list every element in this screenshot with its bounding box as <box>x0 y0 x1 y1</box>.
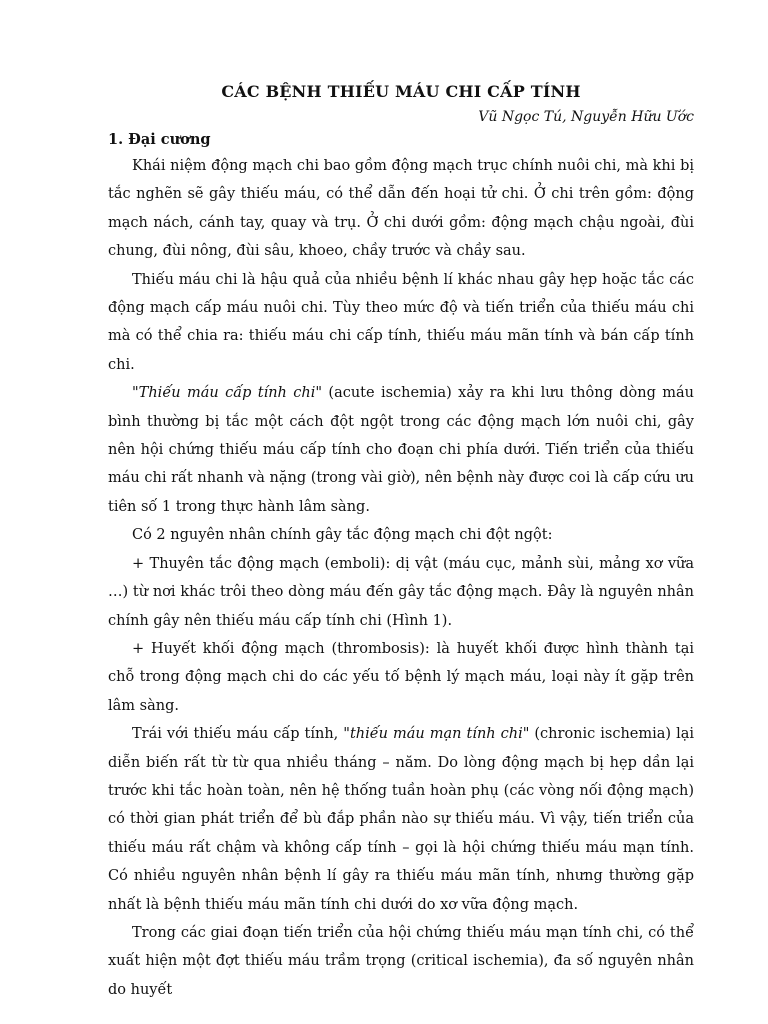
paragraph-7-text: (chronic ischemia) lại diễn biến rất từ từ qua nhiều tháng – năm. Do lòng động mạch bị hẹp dần lại trước khi tắc hoàn toàn, nên hệ thống tuần hoàn phụ (các vòng nối động mạch) có thời gian phát triển để bù đắp phần nào sự thiếu máu. Vì vậy, tiến triển của thiếu máu rất chậm và không cấp tính – gọi là hội chứng thiếu máu mạn tính. Có nhiều nguyên nhân bệnh lí gây ra thiếu máu mãn tính, nhưng thường gặp nhất là bệnh thiếu máu mãn tính chi dưới do xơ vữa động mạch. <box>108 726 694 913</box>
paragraph-2: Thiếu máu chi là hậu quả của nhiều bệnh lí khác nhau gây hẹp hoặc tắc các động mạch cấp máu nuôi chi. Tùy theo mức độ và tiến triển của thiếu máu chi mà có thể chia ra: thiếu máu chi cấp tính, thiếu máu mãn tính và bán cấp tính chi. <box>108 271 694 373</box>
paragraph-7 <box>108 720 694 919</box>
document-authors: Vũ Ngọc Tú, Nguyễn Hữu Ước <box>478 109 694 125</box>
paragraph-8: Trong các giai đoạn tiến triển của hội chứng thiếu máu mạn tính chi, có thể xuất hiện một đợt thiếu máu trầm trọng (critical ischemia), đa số nguyên nhân do huyết <box>108 924 694 998</box>
acute-ischemia-term: "Thiếu máu cấp tính chi" <box>132 385 323 402</box>
document-title: CÁC BỆNH THIẾU MÁU CHI CẤP TÍNH <box>221 82 581 101</box>
section-heading: 1. Đại cương <box>108 131 211 148</box>
paragraph-1: Khái niệm động mạch chi bao gồm động mạch trục chính nuôi chi, mà khi bị tắc nghẽn sẽ gây thiếu máu, có thể dẫn đến hoại tử chi. Ở chi trên gồm: động mạch nách, cánh tay, quay và trụ. Ở chi dưới gồm: động mạch chậu ngoài, đùi chung, đùi nông, đùi sâu, khoeo, chầy trước và chầy sau. <box>108 158 694 260</box>
paragraph-3-text: (acute ischemia) xảy ra khi lưu thông dòng máu bình thường bị tắc một cách đột ngột trong các động mạch lớn nuôi chi, gây nên hội chứng thiếu máu cấp tính cho đoạn chi phía dưới. Tiến triển của thiếu máu chi rất nhanh và nặng (trong vài giờ), nên bệnh này được coi là cấp cứu ưu tiên số 1 trong thực hành lâm sàng. <box>108 385 694 515</box>
paragraph-3 <box>108 379 694 521</box>
paragraph-4: Có 2 nguyên nhân chính gây tắc động mạch chi đột ngột: <box>132 527 553 544</box>
paragraph-6: + Huyết khối động mạch (thrombosis): là huyết khối được hình thành tại chỗ trong động mạch chi do các yếu tố bệnh lý mạch máu, loại này ít gặp trên lâm sàng. <box>108 640 694 714</box>
paragraph-7-start: Trái với thiếu máu cấp tính, <box>132 726 344 743</box>
chronic-ischemia-term: "thiếu máu mạn tính chi" <box>343 726 530 743</box>
paragraph-5: + Thuyên tắc động mạch (emboli): dị vật (máu cục, mảnh sùi, mảng xơ vữa …) từ nơi khác trôi theo dòng máu đến gây tắc động mạch. Đây là nguyên nhân chính gây nên thiếu máu cấp tính chi (Hình 1). <box>108 555 694 629</box>
